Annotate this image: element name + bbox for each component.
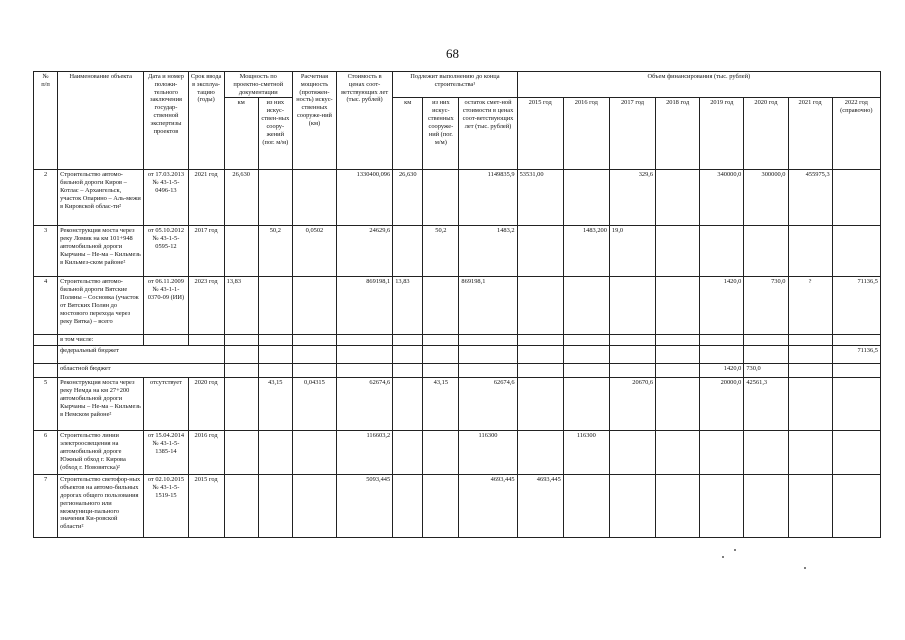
empty-cell xyxy=(393,346,423,364)
fin-value: ? xyxy=(788,277,832,335)
empty-cell xyxy=(188,335,224,346)
empty-cell xyxy=(744,335,788,346)
table-row xyxy=(34,364,881,378)
empty-cell xyxy=(224,346,258,364)
remaining-artificial xyxy=(423,277,459,335)
fin-value: 116300 xyxy=(563,431,609,475)
remaining-artificial: 50,2 xyxy=(423,226,459,277)
empty-cell xyxy=(258,364,292,378)
empty-cell xyxy=(337,346,393,364)
empty-cell xyxy=(224,335,258,346)
capacity-artificial: 43,15 xyxy=(258,378,292,431)
commission-term: 2015 год xyxy=(188,475,224,538)
fin-value: 300000,0 xyxy=(744,170,788,226)
header-rem-cost: остаток смет-ной стоимости в ценах соот-ветствующих лет (тыс. рублей) xyxy=(459,98,517,170)
commission-term: 2016 год xyxy=(188,431,224,475)
fin-value: 20670,6 xyxy=(609,378,655,431)
fin-value xyxy=(517,226,563,277)
fin-value xyxy=(609,431,655,475)
empty-cell xyxy=(517,335,563,346)
commission-term: 2017 год xyxy=(188,226,224,277)
fin-value xyxy=(563,170,609,226)
capacity-artificial: 50,2 xyxy=(258,226,292,277)
investment-table xyxy=(33,71,881,538)
header-financing: Объем финансирования (тыс. рублей) xyxy=(517,72,880,98)
scan-speck xyxy=(722,556,724,558)
header-year: 2015 год xyxy=(517,98,563,170)
remaining-km: 13,83 xyxy=(393,277,423,335)
empty-cell xyxy=(292,346,336,364)
fin-value xyxy=(744,346,788,364)
scan-speck xyxy=(734,549,736,551)
fin-value xyxy=(656,170,700,226)
fin-value: 329,6 xyxy=(609,170,655,226)
fin-value: 1420,0 xyxy=(700,364,744,378)
table-row xyxy=(34,431,881,475)
header-year: 2019 год xyxy=(700,98,744,170)
cost: 24629,6 xyxy=(337,226,393,277)
fin-value xyxy=(656,346,700,364)
header-year: 2018 год xyxy=(656,98,700,170)
expertise-date: от 02.10.2015 № 43-1-5-1519-15 xyxy=(144,475,188,538)
fin-value xyxy=(832,475,880,538)
fin-value: 19,0 xyxy=(609,226,655,277)
fin-value: 455975,3 xyxy=(788,170,832,226)
header-year: 2017 год xyxy=(609,98,655,170)
row-num: 2 xyxy=(34,170,58,226)
expertise-date: от 15.04.2014 № 43-1-5-1385-14 xyxy=(144,431,188,475)
fin-value xyxy=(563,364,609,378)
empty-cell xyxy=(337,335,393,346)
row-num: 5 xyxy=(34,378,58,431)
fin-value xyxy=(656,431,700,475)
fin-value xyxy=(563,346,609,364)
cost: 116603,2 xyxy=(337,431,393,475)
fin-value xyxy=(788,378,832,431)
table-row xyxy=(34,277,881,335)
fin-value xyxy=(700,346,744,364)
subrow-label: областной бюджет xyxy=(58,364,225,378)
empty-cell xyxy=(423,364,459,378)
fin-value xyxy=(517,346,563,364)
calc-capacity: 0,0502 xyxy=(292,226,336,277)
remaining-km: 26,630 xyxy=(393,170,423,226)
remaining-km xyxy=(393,378,423,431)
header-term: Срок ввода в эксплуа-тацию (годы) xyxy=(188,72,224,170)
fin-value xyxy=(832,226,880,277)
remaining-cost: 62674,6 xyxy=(459,378,517,431)
header-year: 2020 год xyxy=(744,98,788,170)
expertise-date: от 06.11.2009 № 43-1-1-0370-09 (ИИ) xyxy=(144,277,188,335)
object-name: Строительство линии электроосвещения на автомобильной дороге Южный обход г. Кирова (обход г. Нововятска)² xyxy=(58,431,144,475)
capacity-artificial xyxy=(258,475,292,538)
capacity-km: 26,630 xyxy=(224,170,258,226)
fin-value xyxy=(788,431,832,475)
table-row xyxy=(34,170,881,226)
fin-value xyxy=(832,378,880,431)
remaining-artificial: 43,15 xyxy=(423,378,459,431)
empty-cell xyxy=(700,335,744,346)
header-remaining: Подлежит выполнению до конца строительства¹ xyxy=(393,72,517,98)
remaining-cost: 1149835,9 xyxy=(459,170,517,226)
subrow-label: в том числе: xyxy=(58,335,144,346)
remaining-artificial xyxy=(423,475,459,538)
empty-cell xyxy=(423,346,459,364)
capacity-artificial xyxy=(258,277,292,335)
fin-value xyxy=(744,226,788,277)
table-row xyxy=(34,226,881,277)
fin-value xyxy=(788,475,832,538)
remaining-cost: 4693,445 xyxy=(459,475,517,538)
fin-value xyxy=(656,378,700,431)
fin-value xyxy=(700,475,744,538)
table-row xyxy=(34,335,881,346)
fin-value xyxy=(609,277,655,335)
expertise-date: от 05.10.2012 № 43-1-5-0595-12 xyxy=(144,226,188,277)
capacity-artificial xyxy=(258,431,292,475)
header-date: Дата и номер положи-тельного заключения государ-ственной экспертизы проектов xyxy=(144,72,188,170)
table-row xyxy=(34,378,881,431)
fin-value xyxy=(700,431,744,475)
fin-value xyxy=(788,364,832,378)
calc-capacity xyxy=(292,475,336,538)
empty-cell xyxy=(292,335,336,346)
fin-value: 42561,3 xyxy=(744,378,788,431)
object-name: Строительство автомо-бильной дороги Киров – Котлас – Архангельск, участок Опарино – Аль-межи в Кировской облас-ти² xyxy=(58,170,144,226)
row-num: 3 xyxy=(34,226,58,277)
object-name: Строительство автомо-бильной дороги Вятские Поляны – Сосновка (участок от Вятских Полян до мостового перехода через реку Вятка) – всего xyxy=(58,277,144,335)
empty-cell xyxy=(292,364,336,378)
calc-capacity xyxy=(292,170,336,226)
table-row xyxy=(34,346,881,364)
row-num: 7 xyxy=(34,475,58,538)
fin-value xyxy=(563,475,609,538)
empty-cell xyxy=(34,346,58,364)
capacity-km xyxy=(224,226,258,277)
expertise-date: от 17.03.2013 № 43-1-5-0496-13 xyxy=(144,170,188,226)
empty-cell xyxy=(393,364,423,378)
header-year: 2021 год xyxy=(788,98,832,170)
header-year: 2016 год xyxy=(563,98,609,170)
header-num: № п/п xyxy=(34,72,58,170)
fin-value: 730,0 xyxy=(744,277,788,335)
page-number: 68 xyxy=(446,46,459,61)
fin-value xyxy=(700,226,744,277)
fin-value xyxy=(788,346,832,364)
scan-speck xyxy=(804,567,806,569)
object-name: Реконструкция моста через реку Ломик на км 101+948 автомобильной дороги Кырчаны – Не-ма – Кильмезь в Кильмез-ском районе² xyxy=(58,226,144,277)
subrow-label: федеральный бюджет xyxy=(58,346,225,364)
empty-cell xyxy=(609,335,655,346)
commission-term: 2021 год xyxy=(188,170,224,226)
fin-value: 71136,5 xyxy=(832,277,880,335)
fin-value xyxy=(744,431,788,475)
header-cost: Стоимость в ценах соот-ветствующих лет (тыс. рублей) xyxy=(337,72,393,170)
fin-value xyxy=(656,226,700,277)
fin-value xyxy=(563,277,609,335)
remaining-cost: 869198,1 xyxy=(459,277,517,335)
capacity-km xyxy=(224,378,258,431)
fin-value: 730,0 xyxy=(744,364,788,378)
header-cap-km: км xyxy=(224,98,258,170)
cost: 1330400,096 xyxy=(337,170,393,226)
capacity-km xyxy=(224,431,258,475)
empty-cell xyxy=(144,335,188,346)
remaining-km xyxy=(393,475,423,538)
fin-value xyxy=(517,378,563,431)
fin-value: 4693,445 xyxy=(517,475,563,538)
header-calc-capacity: Расчетная мощность (протяжен-ность) искус-ственных сооруже-ний (км) xyxy=(292,72,336,170)
fin-value xyxy=(609,364,655,378)
row-num: 6 xyxy=(34,431,58,475)
header-rem-art: из них искус-ственных сооруже-ний (пог. м/м) xyxy=(423,98,459,170)
fin-value xyxy=(656,364,700,378)
fin-value xyxy=(832,431,880,475)
empty-cell xyxy=(459,364,517,378)
fin-value: 71136,5 xyxy=(832,346,880,364)
calc-capacity xyxy=(292,277,336,335)
fin-value xyxy=(832,364,880,378)
fin-value: 1420,0 xyxy=(700,277,744,335)
fin-value xyxy=(517,277,563,335)
cost: 869198,1 xyxy=(337,277,393,335)
commission-term: 2020 год xyxy=(188,378,224,431)
empty-cell xyxy=(656,335,700,346)
row-num: 4 xyxy=(34,277,58,335)
fin-value xyxy=(563,378,609,431)
header-cap-art: из них искус-ствен-ных соору-жений (пог. м/м) xyxy=(258,98,292,170)
capacity-km xyxy=(224,475,258,538)
table-row xyxy=(34,475,881,538)
remaining-artificial xyxy=(423,170,459,226)
header-name: Наименование объекта xyxy=(58,72,144,170)
empty-cell xyxy=(224,364,258,378)
empty-cell xyxy=(459,346,517,364)
empty-cell xyxy=(337,364,393,378)
fin-value: 1483,200 xyxy=(563,226,609,277)
fin-value xyxy=(788,226,832,277)
fin-value: 340000,0 xyxy=(700,170,744,226)
empty-cell xyxy=(393,335,423,346)
empty-cell xyxy=(423,335,459,346)
calc-capacity xyxy=(292,431,336,475)
expertise-date: отсутствует xyxy=(144,378,188,431)
fin-value xyxy=(744,475,788,538)
fin-value xyxy=(656,277,700,335)
fin-value xyxy=(609,475,655,538)
fin-value xyxy=(517,431,563,475)
fin-value xyxy=(609,346,655,364)
cost: 5093,445 xyxy=(337,475,393,538)
empty-cell xyxy=(832,335,880,346)
remaining-cost: 1483,2 xyxy=(459,226,517,277)
empty-cell xyxy=(788,335,832,346)
remaining-cost: 116300 xyxy=(459,431,517,475)
fin-value: 20000,0 xyxy=(700,378,744,431)
fin-value xyxy=(517,364,563,378)
empty-cell xyxy=(34,335,58,346)
empty-cell xyxy=(459,335,517,346)
fin-value: 53531,00 xyxy=(517,170,563,226)
object-name: Строительство светофор-ных объектов на автомо-бильных дорогах общего пользования регионального или межмуници-пального значения Ки-ровской области² xyxy=(58,475,144,538)
empty-cell xyxy=(258,335,292,346)
capacity-km: 13,83 xyxy=(224,277,258,335)
fin-value xyxy=(656,475,700,538)
remaining-km xyxy=(393,431,423,475)
remaining-artificial xyxy=(423,431,459,475)
remaining-km xyxy=(393,226,423,277)
header-capacity: Мощность по проектно-сметной документации xyxy=(224,72,292,98)
fin-value xyxy=(832,170,880,226)
empty-cell xyxy=(258,346,292,364)
empty-cell xyxy=(34,364,58,378)
header-rem-km: км xyxy=(393,98,423,170)
cost: 62674,6 xyxy=(337,378,393,431)
object-name: Реконструкция моста через реку Немда на км 27+200 автомобильной дороги Кырчаны – Не-ма – Кильмезь в Немском районе² xyxy=(58,378,144,431)
empty-cell xyxy=(563,335,609,346)
commission-term: 2023 год xyxy=(188,277,224,335)
capacity-artificial xyxy=(258,170,292,226)
calc-capacity: 0,04315 xyxy=(292,378,336,431)
header-year: 2022 год (справочно) xyxy=(832,98,880,170)
